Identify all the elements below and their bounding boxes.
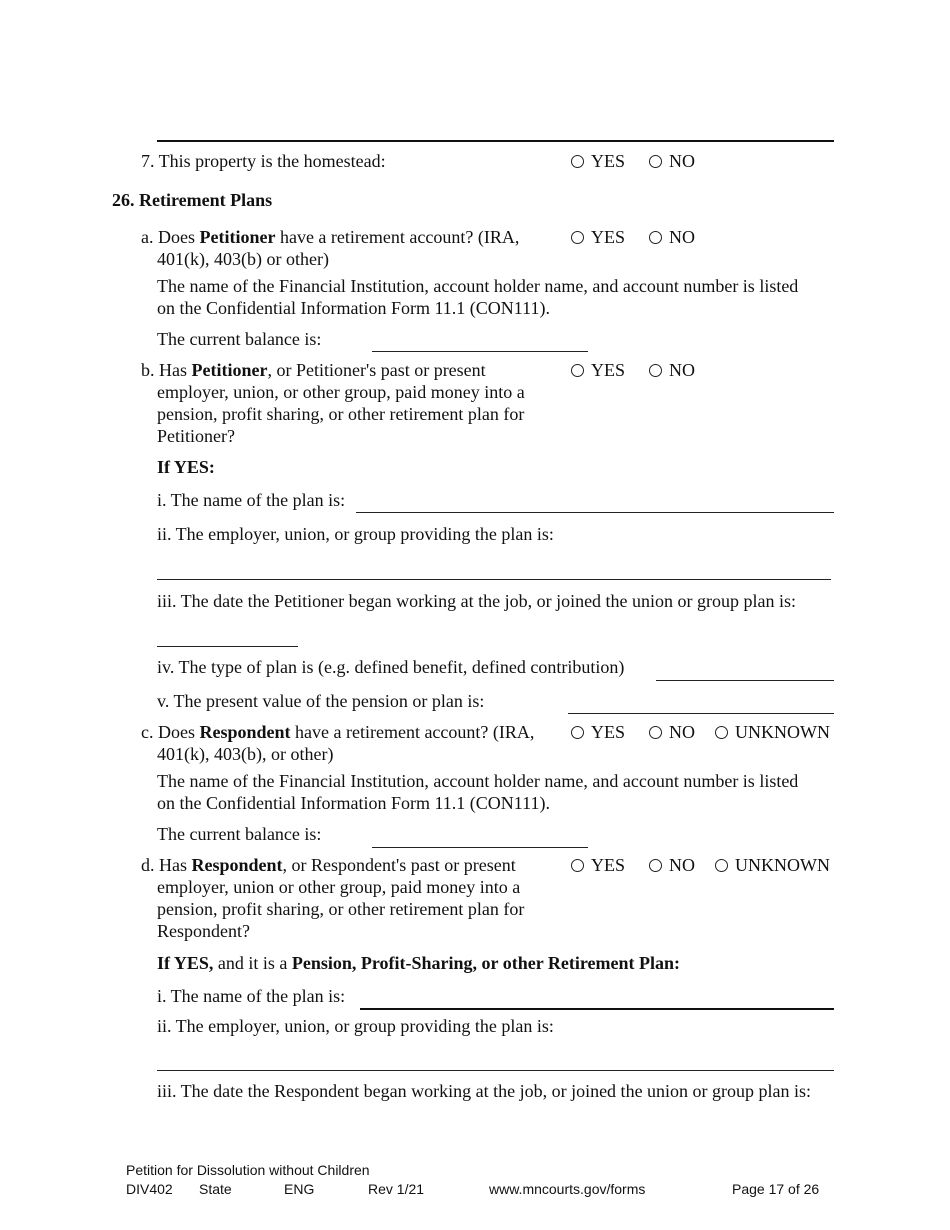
qd-question-line3: pension, profit sharing, or other retirement plan for: [157, 899, 525, 919]
q7-label: 7. This property is the homestead:: [141, 151, 386, 171]
footer-title: Petition for Dissolution without Children: [126, 1162, 370, 1178]
qb-employer-label: ii. The employer, union, or group providing the plan is:: [157, 524, 554, 544]
qd-question-line4: Respondent?: [157, 921, 250, 941]
qb-question-line2: employer, union, or other group, paid money into a: [157, 382, 525, 402]
qa-balance-label: The current balance is:: [157, 329, 322, 349]
qa-balance-field[interactable]: [372, 351, 588, 352]
qa-info-line1: The name of the Financial Institution, account holder name, and account number is listed: [157, 276, 799, 296]
qb-employer-field[interactable]: [157, 579, 831, 580]
qc-info-line1: The name of the Financial Institution, account holder name, and account number is listed: [157, 771, 799, 791]
qb-question-line3: pension, profit sharing, or other retirement plan for: [157, 404, 525, 424]
qb-plan-type-label: iv. The type of plan is (e.g. defined benefit, defined contribution): [157, 657, 625, 677]
qd-employer-field[interactable]: [157, 1070, 834, 1071]
radio-circle-icon: [571, 231, 584, 244]
qd-start-date-label: iii. The date the Respondent began working at the job, or joined the union or group plan is:: [157, 1081, 812, 1101]
radio-circle-icon: [571, 859, 584, 872]
footer-revision: Rev 1/21: [368, 1181, 425, 1197]
radio-circle-icon: [649, 231, 662, 244]
qd-yes-radio[interactable]: YES: [571, 854, 625, 876]
qc-yes-radio[interactable]: YES: [571, 721, 625, 743]
qb-present-value-field[interactable]: [568, 713, 834, 714]
qd-if-yes: If YES, and it is a Pension, Profit-Sharing, or other Retirement Plan:: [157, 953, 680, 973]
qc-info-line2: on the Confidential Information Form 11.1 (CON111).: [157, 793, 550, 813]
footer-language: ENG: [284, 1181, 315, 1197]
footer-url: www.mncourts.gov/forms: [489, 1181, 646, 1197]
qb-if-yes: If YES:: [157, 457, 215, 477]
qc-question-line2: 401(k), 403(b), or other): [157, 744, 334, 764]
footer-form-id: DIV402: [126, 1181, 173, 1197]
qd-plan-name-label: i. The name of the plan is:: [157, 986, 346, 1006]
section-26-title: 26. Retirement Plans: [112, 190, 273, 210]
qb-plan-name-field[interactable]: [356, 512, 834, 513]
radio-circle-icon: [649, 155, 662, 168]
qd-unknown-radio[interactable]: UNKNOWN: [715, 854, 830, 876]
qb-question-line1: b. Has Petitioner, or Petitioner's past or present: [141, 360, 486, 380]
qd-question-line2: employer, union or other group, paid money into a: [157, 877, 521, 897]
qb-start-date-label: iii. The date the Petitioner began working at the job, or joined the union or group plan is:: [157, 591, 797, 611]
radio-circle-icon: [571, 726, 584, 739]
qb-start-date-field[interactable]: [157, 646, 298, 647]
radio-circle-icon: [649, 726, 662, 739]
footer-jurisdiction: State: [199, 1181, 232, 1197]
qa-question-line2: 401(k), 403(b) or other): [157, 249, 329, 269]
qc-unknown-radio[interactable]: UNKNOWN: [715, 721, 830, 743]
qd-no-radio[interactable]: NO: [649, 854, 695, 876]
q7-yes-radio[interactable]: YES: [571, 150, 625, 172]
qb-no-radio[interactable]: NO: [649, 359, 695, 381]
radio-circle-icon: [715, 859, 728, 872]
qa-yes-radio[interactable]: YES: [571, 226, 625, 248]
qa-no-radio[interactable]: NO: [649, 226, 695, 248]
top-divider: [157, 140, 834, 142]
radio-circle-icon: [649, 859, 662, 872]
qb-present-value-label: v. The present value of the pension or plan is:: [157, 691, 485, 711]
radio-circle-icon: [571, 155, 584, 168]
qb-question-line4: Petitioner?: [157, 426, 235, 446]
q7-no-radio[interactable]: NO: [649, 150, 695, 172]
radio-circle-icon: [715, 726, 728, 739]
qb-yes-radio[interactable]: YES: [571, 359, 625, 381]
qd-question-line1: d. Has Respondent, or Respondent's past or present: [141, 855, 516, 875]
qa-info-line2: on the Confidential Information Form 11.1 (CON111).: [157, 298, 550, 318]
qc-question-line1: c. Does Respondent have a retirement account? (IRA,: [141, 722, 535, 742]
footer-page-number: Page 17 of 26: [732, 1181, 820, 1197]
qb-plan-name-label: i. The name of the plan is:: [157, 490, 346, 510]
radio-circle-icon: [571, 364, 584, 377]
qc-balance-label: The current balance is:: [157, 824, 322, 844]
qb-plan-type-field[interactable]: [656, 680, 834, 681]
radio-circle-icon: [649, 364, 662, 377]
qd-employer-label: ii. The employer, union, or group providing the plan is:: [157, 1016, 554, 1036]
qd-plan-name-field[interactable]: [360, 1008, 834, 1010]
qc-no-radio[interactable]: NO: [649, 721, 695, 743]
qa-question-line1: a. Does Petitioner have a retirement account? (IRA,: [141, 227, 520, 247]
qc-balance-field[interactable]: [372, 847, 588, 848]
